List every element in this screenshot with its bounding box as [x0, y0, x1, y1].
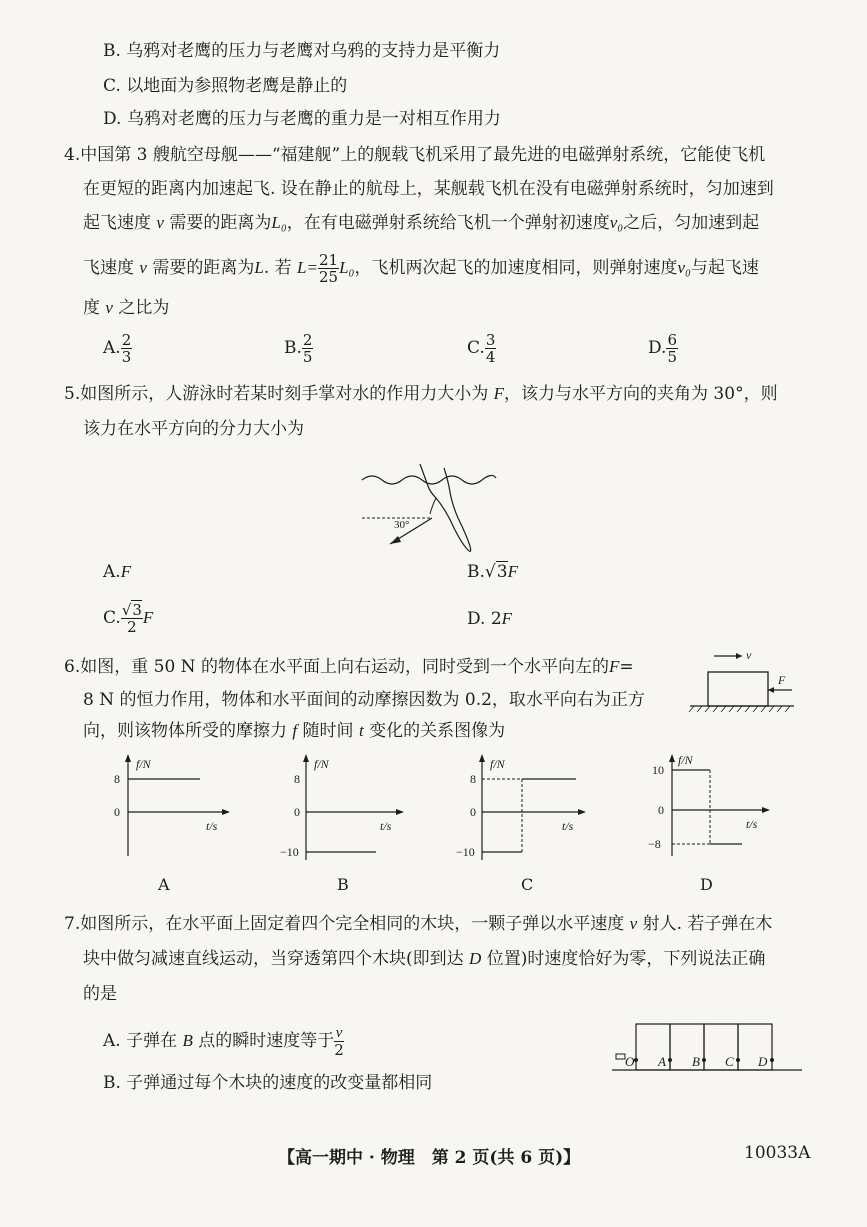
q5-line-1: 5.如图所示，人游泳时若某时刻手掌对水的作用力大小为 F，该力与水平方向的夹角为 30°，则	[64, 384, 778, 404]
tick-label: −10	[456, 845, 475, 859]
y-axis-arrow-icon	[125, 754, 131, 762]
q7-wood-blocks-figure	[612, 1020, 804, 1078]
bullet-icon	[616, 1054, 625, 1059]
x-axis-arrow-icon	[578, 809, 586, 815]
q6-chart-c	[456, 752, 596, 864]
q6-chart-b-label: B	[337, 875, 349, 894]
q7-line-2: 块中做匀减速直线运动，当穿透第四个木块(即到达 D 位置)时速度恰好为零，下列说法正确	[83, 949, 766, 969]
q6-chart-b	[280, 752, 410, 864]
tick-label: −10	[280, 845, 299, 859]
point-label: O	[625, 1054, 635, 1069]
q3-option-b: B. 乌鸦对老鹰的压力与老鹰对乌鸦的支持力是平衡力	[103, 41, 501, 61]
x-axis-arrow-icon	[222, 809, 230, 815]
point-label: C	[725, 1054, 734, 1069]
q6-chart-c-label: C	[521, 875, 534, 894]
y-axis-label: f/N	[490, 757, 505, 771]
q4-line-2: 在更短的距离内加速起飞. 设在静止的航母上，某舰载飞机在没有电磁弹射系统时，匀加速到	[83, 179, 774, 199]
q4-line-5: 度 v 之比为	[83, 298, 170, 318]
thumb-line	[430, 498, 436, 514]
q3-option-c: C. 以地面为参照物老鹰是静止的	[103, 76, 348, 96]
q4-line-3: 起飞速度 v 需要的距离为L₀，在有电磁弹射系统给飞机一个弹射初速度v₀之后，匀加速到起	[83, 213, 760, 233]
force-arrow-head	[390, 536, 401, 544]
x-axis-label: t/s	[562, 819, 574, 833]
q6-chart-d-label: D	[700, 875, 713, 894]
force-label: F	[778, 673, 786, 687]
y-axis-label: f/N	[678, 753, 693, 767]
block	[708, 672, 768, 706]
q6-chart-d	[642, 752, 782, 864]
q5-option-d: D. 2F	[467, 609, 513, 629]
tick-label: 0	[658, 803, 664, 817]
point-label: B	[692, 1054, 700, 1069]
force-arrow-icon	[768, 687, 774, 693]
q5-swimming-hand-figure	[358, 458, 498, 558]
q7-line-1: 7.如图所示，在水平面上固定着四个完全相同的木块，一颗子弹以水平速度 v 射人. 若子弹在木	[64, 914, 773, 934]
q7-option-a: A. 子弹在 B 点的瞬时速度等于 $\frac{v}{2}$	[103, 1025, 344, 1059]
q4-option-c: C. $\frac{3}{4}$	[467, 331, 496, 366]
q4-line-1: 4.中国第 3 艘航空母舰——“福建舰”上的舰载飞机采用了最先进的电磁弹射系统，它能使飞机	[64, 145, 766, 165]
velocity-arrow-icon	[736, 653, 742, 659]
y-axis-arrow-icon	[303, 754, 309, 762]
q4-option-b: B. $\frac{2}{5}$	[284, 331, 313, 366]
water-wave-line	[362, 475, 496, 484]
q5-option-c: C. $\frac{√3}{2}$ F	[103, 601, 154, 636]
q6-chart-a-label: A	[158, 875, 170, 894]
point-label: A	[658, 1054, 666, 1069]
page-footer: 【高一期中 · 物理 第 2 页(共 6 页)】	[278, 1148, 581, 1168]
q4-option-d: D. $\frac{6}{5}$	[648, 331, 677, 366]
q4-line-4: 飞速度 v 需要的距离为L. 若 L= $\frac{21}{25}$ L₀，飞机两次起飞的加速度相同，则弹射速度v₀与起飞速	[83, 251, 759, 286]
point-label: D	[758, 1054, 768, 1069]
x-axis-arrow-icon	[396, 809, 404, 815]
q3-option-d: D. 乌鸦对老鹰的压力与老鹰的重力是一对相互作用力	[103, 109, 501, 129]
q4-option-a: A. $\frac{2}{3}$	[103, 331, 132, 366]
q4-fraction: $\frac{21}{25}$	[318, 251, 339, 286]
tick-label: 0	[294, 805, 300, 819]
tick-label: 8	[470, 772, 476, 786]
x-axis-label: t/s	[206, 819, 218, 833]
velocity-label: v	[746, 648, 752, 662]
q7-option-b: B. 子弹通过每个木块的速度的改变量都相同	[103, 1073, 433, 1093]
x-axis-arrow-icon	[762, 807, 770, 813]
q6-block-figure	[686, 646, 798, 716]
angle-label: 30°	[394, 519, 410, 531]
y-axis-label: f/N	[314, 757, 329, 771]
tick-label: −8	[648, 837, 661, 851]
q5-option-b: B.√3F	[467, 562, 518, 582]
x-axis-label: t/s	[380, 819, 392, 833]
y-axis-label: f/N	[136, 757, 151, 771]
q6-line-2: 8 N 的恒力作用，物体和水平面间的动摩擦因数为 0.2，取水平向右为正方	[83, 690, 645, 710]
q6-line-1: 6.如图，重 50 N 的物体在水平面上向右运动，同时受到一个水平向左的F=	[64, 657, 634, 677]
tick-label: 0	[114, 805, 120, 819]
q5-option-a: A.F	[103, 562, 132, 582]
q6-line-3: 向，则该物体所受的摩擦力 f 随时间 t 变化的关系图像为	[83, 721, 506, 741]
q6-chart-a	[110, 752, 240, 864]
x-axis-label: t/s	[746, 817, 758, 831]
q7-line-3: 的是	[83, 984, 117, 1004]
exam-code: 10033A	[744, 1143, 811, 1163]
q5-line-2: 该力在水平方向的分力大小为	[83, 419, 304, 439]
tick-label: 8	[114, 772, 120, 786]
y-axis-arrow-icon	[479, 754, 485, 762]
tick-label: 8	[294, 772, 300, 786]
tick-label: 10	[652, 763, 664, 777]
tick-label: 0	[470, 805, 476, 819]
ground-hatch	[689, 706, 790, 712]
y-axis-arrow-icon	[669, 754, 675, 762]
